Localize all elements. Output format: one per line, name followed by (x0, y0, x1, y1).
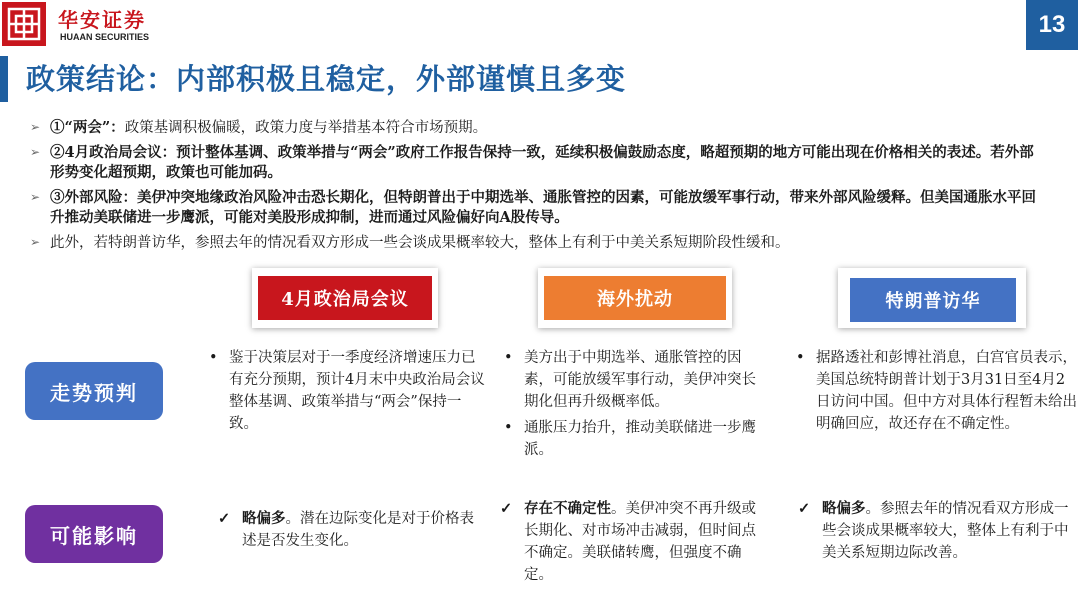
bullet-text: 此外，若特朗普访华，参照去年的情况看双方形成一些会谈成果概率较大，整体上有利于中美关系短期阶段性缓和。 (50, 235, 790, 251)
dot-icon: • (504, 350, 513, 366)
bullet-bold-text: ③外部风险：美伊冲突地缘政治风险冲击恐长期化，但特朗普出于中期选举、通胀管控的因素，可能放缓军事行动，带来外部风险缓释。但美国通胀水平回升推动美联储进一步鹰派，可能对美股形成抑制，进而通过风险偏好向A股传导。 (50, 189, 1036, 226)
arrow-icon: ➢ (30, 190, 41, 204)
logo-icon (6, 6, 42, 42)
bullet-item (30, 233, 1040, 253)
bullet-bold-text: ②4月政治局会议：预计整体基调、政策举措与“两会”政府工作报告保持一致，延续积极偏鼓励态度，略超预期的地方可能出现在价格相关的表述。若外部形势变化超预期，政策也可能加码。 (50, 144, 1034, 181)
list-item: • 美方出于中期选举、通胀管控的因素，可能放缓军事行动，美伊冲突长期化但再升级概率低。 (500, 347, 765, 413)
list-item: • 通胀压力抬升，推动美联储进一步鹰派。 (500, 417, 765, 461)
check-icon: ✓ (500, 500, 513, 517)
bullet-item (30, 188, 1040, 228)
bullet-text: 政策基调积极偏暖，政策力度与举措基本符合市场预期。 (124, 120, 488, 136)
summary-bullets (30, 118, 1040, 258)
impact-col-3 (798, 498, 1073, 564)
impact-col-2 (500, 498, 768, 586)
column-header-overseas: 海外扰动 (544, 276, 726, 320)
page-title: 政策结论：内部积极且稳定，外部谨慎且多变 (26, 62, 627, 96)
page-number: 13 (1026, 0, 1078, 50)
list-item: • 鉴于决策层对于一季度经济增速压力已有充分预期，预计4月末中央政治局会议整体基调、政策举措与“两会”保持一致。 (205, 347, 485, 435)
row-label-impact: 可能影响 (25, 505, 163, 563)
trend-col-3 (792, 347, 1077, 439)
check-icon: ✓ (218, 510, 231, 527)
impact-col-1 (218, 508, 478, 552)
check-item: ✓ 略偏多。参照去年的情况看双方形成一些会谈成果概率较大，整体上有利于中美关系短期边际改善。 (798, 500, 1069, 561)
arrow-icon: ➢ (30, 145, 41, 159)
logo-text-en: HUAAN SECURITIES (60, 32, 150, 42)
arrow-icon: ➢ (30, 235, 41, 249)
trend-col-1 (205, 347, 485, 439)
title-accent-bar (0, 56, 8, 102)
column-header-politburo: 4月政治局会议 (258, 276, 432, 320)
row-label-trend: 走势预判 (25, 362, 163, 420)
dot-icon: • (796, 350, 805, 366)
logo-mark (2, 2, 46, 46)
dot-icon: • (209, 350, 218, 366)
list-item: • 据路透社和彭博社消息，白宫官员表示，美国总统特朗普计划于3月31日至4月2日访问中国。但中方对具体行程暂未给出明确回应，故还存在不确定性。 (792, 347, 1077, 435)
bullet-item (30, 118, 1040, 138)
check-item: ✓ 存在不确定性。美伊冲突不再升级或长期化、对市场冲击减弱，但时间点不确定。美联储转鹰，但强度不确定。 (500, 500, 756, 583)
trend-col-2 (500, 347, 765, 465)
check-icon: ✓ (798, 500, 811, 517)
dot-icon: • (504, 420, 513, 436)
logo-text-cn: 华安证券 (58, 8, 146, 32)
column-header-trump-visit: 特朗普访华 (850, 278, 1016, 322)
check-item: ✓ 略偏多。潜在边际变化是对于价格表述是否发生变化。 (218, 510, 474, 549)
bullet-bold-text: ①“两会”： (50, 119, 125, 136)
bullet-item (30, 143, 1040, 183)
arrow-icon: ➢ (30, 120, 41, 134)
